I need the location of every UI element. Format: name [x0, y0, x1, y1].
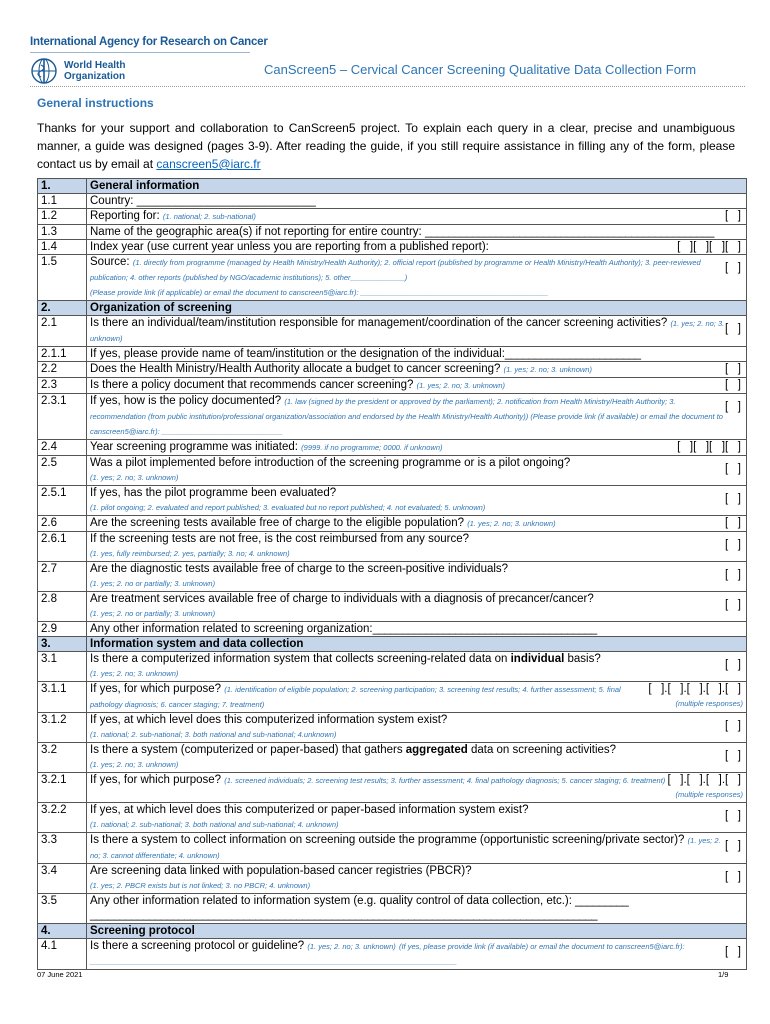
- answer-line[interactable]: _______________________: [504, 348, 641, 360]
- table-row: 2.9 Any other information related to screening organization:______________________________________: [38, 622, 747, 637]
- answer-box[interactable]: [ ]: [725, 517, 741, 529]
- answer-box[interactable]: [ ]: [725, 871, 741, 883]
- answer-box[interactable]: [ ]: [725, 659, 741, 671]
- table-row: 3.2.1 [ ].[ ].[ ].[ ] If yes, for which purpose? (1. screened individuals; 2. screening test results; 3. further assessment; 4. final pathology diagnosis; 5. cancer staging; 6. treatment) (multiple responses): [38, 773, 747, 803]
- answer-box[interactable]: [ ]: [725, 720, 741, 732]
- answer-line[interactable]: ______________________________________________________________________________________: [90, 909, 598, 921]
- answer-box[interactable]: [ ].[ ].[ ].[ ]: [667, 774, 741, 786]
- answer-line[interactable]: _________: [575, 895, 629, 907]
- instructions-text: Thanks for your support and collaboration to CanScreen5 project. To explain each query in a clear, precise and unambiguous manner, a guide was designed (pages 3-9). After reading the guide, if you still require assistance in filling any of the form, please contact us by email at canscreen5@iarc.fr: [37, 121, 735, 171]
- answer-box[interactable]: [ ]: [725, 599, 741, 611]
- section-header-3: 3. Information system and data collection: [38, 637, 747, 652]
- answer-box[interactable]: [ ]: [725, 946, 741, 958]
- answer-box[interactable]: [ ]: [725, 840, 741, 852]
- table-row: 3.2.2 [ ] If yes, at which level does this computerized or paper-based information system exist? (1. national; 2. sub-national; 3. both national and sub-national; 4. unknown): [38, 803, 747, 833]
- table-row: 3.3 [ ] Is there a system to collect information on screening outside the programme (opportunistic screening/private sector)? (1. yes; 2. no; 3. cannot differentiate; 4. unknown): [38, 833, 747, 864]
- table-row: 1.3 Name of the geographic area(s) if not reporting for entire country: _________________________________________________: [38, 225, 747, 240]
- section-header-4: 4. Screening protocol: [38, 924, 747, 939]
- answer-box[interactable]: [ ].[ ].[ ].[ ].[ ]: [648, 683, 741, 695]
- table-row: 2.1 [ ] Is there an individual/team/institution responsible for management/coordination of the cancer screening activities? (1. yes; 2. no; 3. unknown): [38, 316, 747, 347]
- table-row: 2.8 [ ] Are treatment services available free of charge to individuals with a diagnosis of precancer/cancer? (1. yes; 2. no or partially; 3. unknown): [38, 592, 747, 622]
- table-row: 1.4 Index year (use current year unless you are reporting from a published report): [ ][ ][ ][ ]: [38, 240, 747, 255]
- table-row: 3.1 [ ] Is there a computerized information system that collects screening-related data on individual basis? (1. yes; 2. no; 3. unknown): [38, 652, 747, 682]
- answer-box[interactable]: [ ][ ][ ][ ]: [677, 241, 741, 253]
- answer-box[interactable]: [ ]: [725, 210, 741, 222]
- table-row: 2.6 Are the screening tests available free of charge to the eligible population? (1. yes; 2. no; 3. unknown) [ ]: [38, 516, 747, 532]
- header-dotted-rule: [30, 86, 745, 87]
- table-row: 2.3.1 [ ] If yes, how is the policy documented? (1. law (signed by the president or approved by the parliament); 2. notification from Health Ministry/Health Authority; 3. recommendation (from public institution/professional organization/association and endorsed by the Health Ministry/Health Authority)) (Please provide link (if available) or email the document to canscreen5@iarc.fr): _____________________________: [38, 394, 747, 440]
- table-row: 2.6.1 [ ] If the screening tests are not free, is the cost reimbursed from any source? (1. yes, fully reimbursed; 2. yes, partially; 3. no; 4. unknown): [38, 532, 747, 562]
- section-header-2: 2. Organization of screening: [38, 301, 747, 316]
- answer-line[interactable]: ______________________________________: [372, 623, 597, 635]
- section-header-1: 1. General information: [38, 179, 747, 194]
- table-row: 1.1 Country: ____________________________: [38, 194, 747, 209]
- answer-line[interactable]: _________________________________________________: [424, 226, 714, 238]
- answer-box[interactable]: [ ]: [725, 262, 741, 274]
- contact-email-link[interactable]: canscreen5@iarc.fr: [156, 157, 261, 171]
- header-divider: [30, 52, 250, 53]
- table-row: 3.1.1 [ ].[ ].[ ].[ ].[ ] If yes, for which purpose? (1. identification of eligible population; 2. screening participation; 3. screening test results; 4. further assessment; 5. final pathology diagnosis; 6. cancer staging; 7. treatment) (multiple responses): [38, 682, 747, 713]
- table-row: 1.5 [ ] Source: (1. directly from programme (managed by Health Ministry/Health Authority); 2. official report (published by programme or Health Ministry/Health Authority); 3. peer-reviewed publication; 4. other reports (published by NGO/academic institutions); 5. other_____________) (Please provide link (if applicable) or email the document to canscreen5@iarc.fr): _____________________________________________: [38, 255, 747, 301]
- country-field[interactable]: Country: ____________________________: [87, 194, 747, 209]
- table-row: 3.4 [ ] Are screening data linked with population-based cancer registries (PBCR)? (1. yes; 2. PBCR exists but is not linked; 3. no PBCR; 4. unknown): [38, 864, 747, 894]
- table-row: 2.1.1 If yes, please provide name of team/institution or the designation of the individual:_______________________: [38, 347, 747, 362]
- table-row: 3.5 Any other information related to information system (e.g. quality control of data collection, etc.): _________ ______________________________________________________________________________________: [38, 894, 747, 924]
- answer-box[interactable]: [ ]: [725, 493, 741, 505]
- table-row: 2.3 Is there a policy document that recommends cancer screening? (1. yes; 2. no; 3. unknown) [ ]: [38, 378, 747, 394]
- table-row: 4.1 [ ] Is there a screening protocol or guideline? (1. yes; 2. no; 3. unknown) (If yes, please provide link (if available) or email the document to canscreen5@iarc.fr): ________________________________________________________________________________________: [38, 939, 747, 970]
- general-instructions-heading: General instructions: [37, 96, 154, 110]
- answer-box[interactable]: [ ]: [725, 569, 741, 581]
- table-row: 2.4 Year screening programme was initiated: (9999. if no programme; 0000. if unknown) [ ][ ][ ][ ]: [38, 440, 747, 456]
- answer-box[interactable]: [ ]: [725, 363, 741, 375]
- answer-box[interactable]: [ ][ ][ ][ ]: [677, 441, 741, 453]
- answer-box[interactable]: [ ]: [725, 323, 741, 335]
- data-collection-table: [37, 178, 747, 970]
- answer-box[interactable]: [ ]: [725, 810, 741, 822]
- footer-date: 07 June 2021: [37, 970, 83, 979]
- table-row: 3.2 [ ] Is there a system (computerized or paper-based) that gathers aggregated data on screening activities? (1. yes; 2. no; 3. unknown): [38, 743, 747, 773]
- footer-page-number: 1/9: [718, 970, 729, 979]
- page-header: [30, 30, 745, 88]
- answer-box[interactable]: [ ]: [725, 463, 741, 475]
- answer-box[interactable]: [ ]: [725, 379, 741, 391]
- answer-box[interactable]: [ ]: [725, 539, 741, 551]
- table-row: 2.5.1 [ ] If yes, has the pilot programme been evaluated? (1. pilot ongoing; 2. evaluated and report published; 3. evaluated but no report published; 4. not evaluated; 5. unknown): [38, 486, 747, 516]
- table-row: 2.5 [ ] Was a pilot implemented before introduction of the screening programme or is a pilot ongoing? (1. yes; 2. no; 3. unknown): [38, 456, 747, 486]
- answer-box[interactable]: [ ]: [725, 750, 741, 762]
- table-row: 1.2 Reporting for: (1. national; 2. sub-national) [ ]: [38, 209, 747, 225]
- who-emblem-icon: [30, 57, 58, 85]
- form-title: CanScreen5 – Cervical Cancer Screening Qualitative Data Collection Form: [264, 62, 697, 77]
- table-row: 2.2 Does the Health Ministry/Health Authority allocate a budget to cancer screening? (1. yes; 2. no; 3. unknown) [ ]: [38, 362, 747, 378]
- table-row: 3.1.2 [ ] If yes, at which level does this computerized information system exist? (1. national; 2. sub-national; 3. both national and sub-national; 4.unknown): [38, 713, 747, 743]
- answer-box[interactable]: [ ]: [725, 401, 741, 413]
- iarc-name: International Agency for Research on Cancer: [30, 36, 268, 48]
- table-row: 2.7 [ ] Are the diagnostic tests available free of charge to the screen-positive individuals? (1. yes; 2. no or partially; 3. unknown): [38, 562, 747, 592]
- who-name: World Health Organization: [64, 60, 126, 82]
